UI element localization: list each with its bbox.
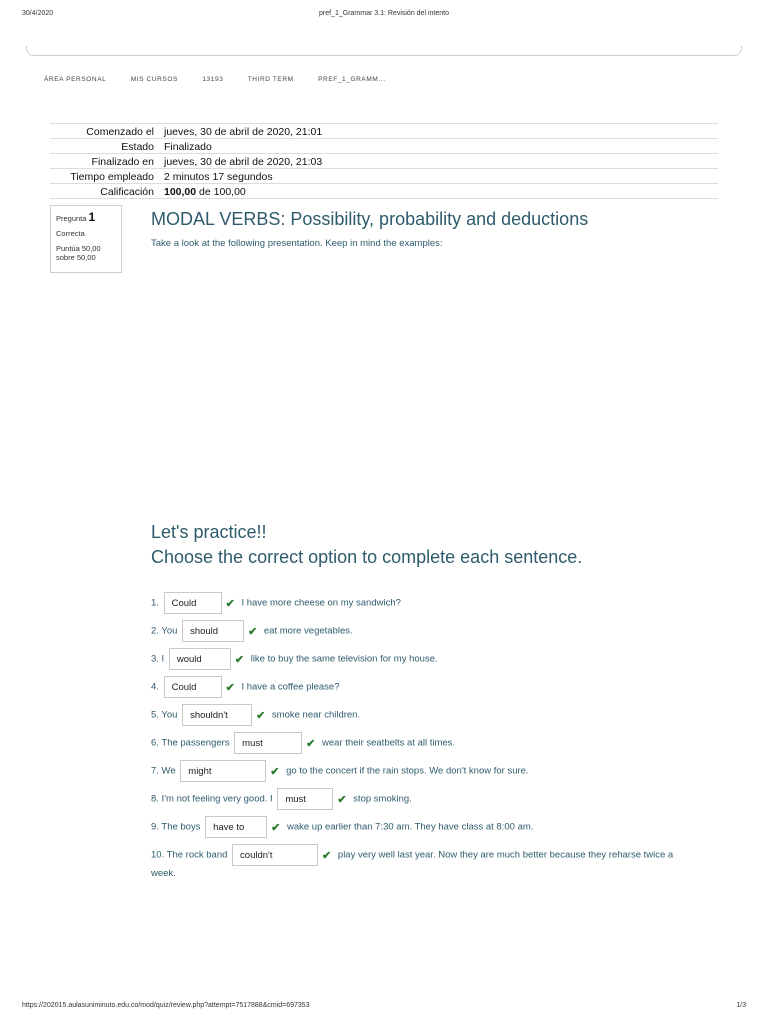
summary-row: [50, 184, 718, 199]
sentence-before: 9. The boys: [151, 821, 201, 833]
breadcrumb-quiz[interactable]: PREF_1_GRAMM...: [318, 76, 386, 83]
summary-row: [50, 124, 718, 139]
summary-value: 2 minutos 17 segundos: [164, 170, 273, 183]
answer-select[interactable]: must: [234, 732, 302, 754]
check-icon: ✔: [270, 765, 280, 778]
breadcrumb: [44, 76, 408, 83]
summary-label: Calificación: [100, 185, 154, 198]
summary-label: Comenzado el: [86, 125, 154, 138]
question-title: MODAL VERBS: Possibility, probability and deductions: [151, 209, 589, 229]
question-intro: Take a look at the following presentation. Keep in mind the examples:: [151, 238, 443, 249]
breadcrumb-home[interactable]: ÁREA PERSONAL: [44, 76, 107, 83]
sentence-after: eat more vegetables.: [263, 625, 353, 637]
breadcrumb-course[interactable]: 13193: [202, 76, 224, 83]
summary-row: [50, 169, 718, 184]
sentence-after: stop smoking.: [353, 793, 412, 805]
answer-select[interactable]: would: [169, 648, 231, 670]
sentence: [151, 844, 673, 866]
print-date: 30/4/2020: [22, 10, 54, 17]
sentence: [151, 816, 533, 838]
summary-row: [50, 139, 718, 154]
sentence: [151, 620, 353, 642]
sentence: [151, 788, 412, 810]
attempt-summary-table: [50, 123, 718, 199]
sentence: [151, 648, 438, 670]
check-icon: ✔: [225, 681, 235, 694]
question-number: 1: [88, 210, 96, 224]
sentence-after: wear their seatbelts at all times.: [322, 737, 456, 749]
check-icon: ✔: [234, 653, 245, 666]
sentence: [151, 592, 401, 614]
print-header: [22, 10, 746, 22]
breadcrumb-term[interactable]: THIRD TERM: [247, 76, 294, 83]
sentence-after: go to the concert if the rain stops. We don't know for sure.: [286, 765, 529, 777]
answer-select[interactable]: must: [277, 788, 333, 810]
sentence-before: 1.: [151, 597, 159, 609]
practice-line-2: Choose the correct option to complete each sentence.: [151, 547, 583, 567]
answer-select[interactable]: have to: [205, 816, 267, 838]
check-icon: ✔: [256, 709, 266, 722]
check-icon: ✔: [306, 737, 316, 750]
sentence: [151, 760, 529, 782]
check-icon: ✔: [248, 625, 258, 638]
sentence-before: 3. I: [151, 653, 165, 665]
answer-select[interactable]: might: [180, 760, 266, 782]
navbar: [26, 46, 742, 56]
question-info-box: [50, 205, 122, 273]
sentence-before: 5. You: [151, 709, 178, 721]
answer-select[interactable]: Could: [164, 676, 222, 698]
summary-label: Estado: [121, 140, 154, 153]
check-icon: ✔: [225, 597, 235, 610]
sentence-before: 8. I'm not feeling very good. I: [151, 793, 273, 805]
answer-select[interactable]: Could: [164, 592, 222, 614]
summary-row: [50, 154, 718, 169]
check-icon: ✔: [322, 849, 332, 862]
summary-label: Finalizado en: [91, 155, 154, 168]
sentence-before: 4.: [151, 681, 159, 693]
check-icon: ✔: [271, 821, 281, 834]
sentence-after: I have more cheese on my sandwich?: [241, 597, 401, 609]
answer-select[interactable]: couldn't: [232, 844, 318, 866]
sentence-before: 6. The passengers: [151, 737, 230, 749]
sentence-after: I have a coffee please?: [241, 681, 340, 693]
sentence-before: 10. The rock band: [151, 849, 228, 861]
summary-label: Tiempo empleado: [70, 170, 154, 183]
sentence-before: 7. We: [151, 765, 176, 777]
grade-score: 100,00: [164, 185, 197, 198]
sentence-after: play very well last year. Now they are much better because they reharse twice a: [337, 849, 674, 861]
question-grade: Puntúa 50,00 sobre 50,00: [56, 244, 101, 263]
print-url: https://202015.aulasuniminuto.edu.co/mod/quiz/review.php?attempt=7517888&cmid=697353: [22, 1002, 310, 1009]
sentence: [151, 732, 455, 754]
sentence: [151, 676, 340, 698]
sentence-10-continuation: week.: [151, 868, 176, 879]
breadcrumb-my-courses[interactable]: MIS CURSOS: [130, 76, 178, 83]
question-state: Correcta: [56, 229, 85, 239]
answer-select[interactable]: should: [182, 620, 244, 642]
print-footer: [22, 1002, 746, 1009]
page-number: 1/3: [736, 1002, 746, 1009]
sentence-after: wake up earlier than 7:30 am. They have class at 8:00 am.: [286, 821, 534, 833]
grade-total: de 100,00: [196, 185, 246, 198]
sentence-after: smoke near children.: [271, 709, 361, 721]
sentence-before: 2. You: [151, 625, 178, 637]
sentence: [151, 704, 360, 726]
practice-heading: [151, 520, 582, 570]
practice-line-1: Let's practice!!: [151, 522, 267, 542]
summary-value: jueves, 30 de abril de 2020, 21:03: [164, 155, 323, 168]
summary-value: [160, 184, 718, 199]
answer-select[interactable]: shouldn't: [182, 704, 252, 726]
summary-value: jueves, 30 de abril de 2020, 21:01: [164, 125, 323, 138]
check-icon: ✔: [337, 793, 347, 806]
print-title: pref_1_Grammar 3.1: Revisión del intento: [319, 10, 449, 17]
summary-value: Finalizado: [164, 140, 212, 153]
sentence-after: like to buy the same television for my house.: [250, 653, 438, 665]
question-label: Pregunta: [56, 214, 87, 223]
